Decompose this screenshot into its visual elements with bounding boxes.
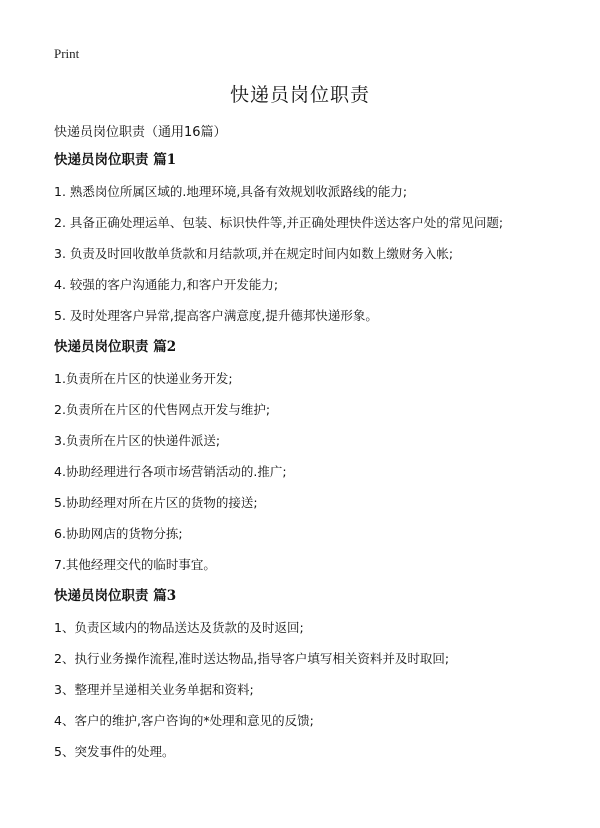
list-item: 6.协助网店的货物分拣;	[54, 526, 183, 541]
section-heading	[54, 586, 584, 618]
list-item: 2、执行业务操作流程,准时送达物品,指导客户填写相关资料并及时取回;	[54, 651, 450, 666]
list-item: 4.协助经理进行各项市场营销活动的.推广;	[54, 464, 287, 479]
section-2	[54, 337, 584, 586]
list-item: 4、客户的维护,客户咨询的*处理和意见的反馈;	[54, 713, 314, 728]
section-3	[54, 586, 584, 773]
document-title: 快递员岗位职责	[229, 84, 370, 106]
section-1	[54, 150, 584, 337]
list-item: 5. 及时处理客户异常,提高客户满意度,提升德邦快递形象。	[54, 308, 378, 323]
list-item: 1、负责区域内的物品送达及货款的及时返回;	[54, 620, 304, 635]
document-subtitle: 快递员岗位职责（通用16篇）	[54, 125, 227, 140]
list-item: 4. 较强的客户沟通能力,和客户开发能力;	[54, 277, 279, 292]
list-item: 1. 熟悉岗位所属区域的.地理环境,具备有效规划收派路线的能力;	[54, 184, 408, 199]
section-heading	[54, 337, 584, 369]
section-heading-number: 篇2	[153, 339, 177, 355]
section-heading-number: 篇1	[153, 152, 177, 168]
section-heading-number: 篇3	[153, 588, 177, 604]
print-link[interactable]: Print	[54, 46, 80, 61]
list-item: 5、突发事件的处理。	[54, 744, 175, 759]
list-item: 7.其他经理交代的临时事宜。	[54, 557, 216, 572]
list-item: 3. 负责及时回收散单货款和月结款项,并在规定时间内如数上缴财务入帐;	[54, 246, 454, 261]
section-heading-text: 快递员岗位职责	[54, 339, 149, 355]
list-item: 1.负责所在片区的快递业务开发;	[54, 371, 233, 386]
list-item: 3.负责所在片区的快递件派送;	[54, 433, 221, 448]
document-body	[54, 150, 584, 773]
section-heading-text: 快递员岗位职责	[54, 152, 149, 168]
section-heading-text: 快递员岗位职责	[54, 588, 149, 604]
list-item: 5.协助经理对所在片区的货物的接送;	[54, 495, 258, 510]
list-item: 3、整理并呈递相关业务单据和资料;	[54, 682, 254, 697]
section-heading	[54, 150, 584, 182]
list-item: 2. 具备正确处理运单、包装、标识快件等,并正确处理快件送达客户处的常见问题;	[54, 215, 504, 230]
list-item: 2.负责所在片区的代售网点开发与维护;	[54, 402, 271, 417]
